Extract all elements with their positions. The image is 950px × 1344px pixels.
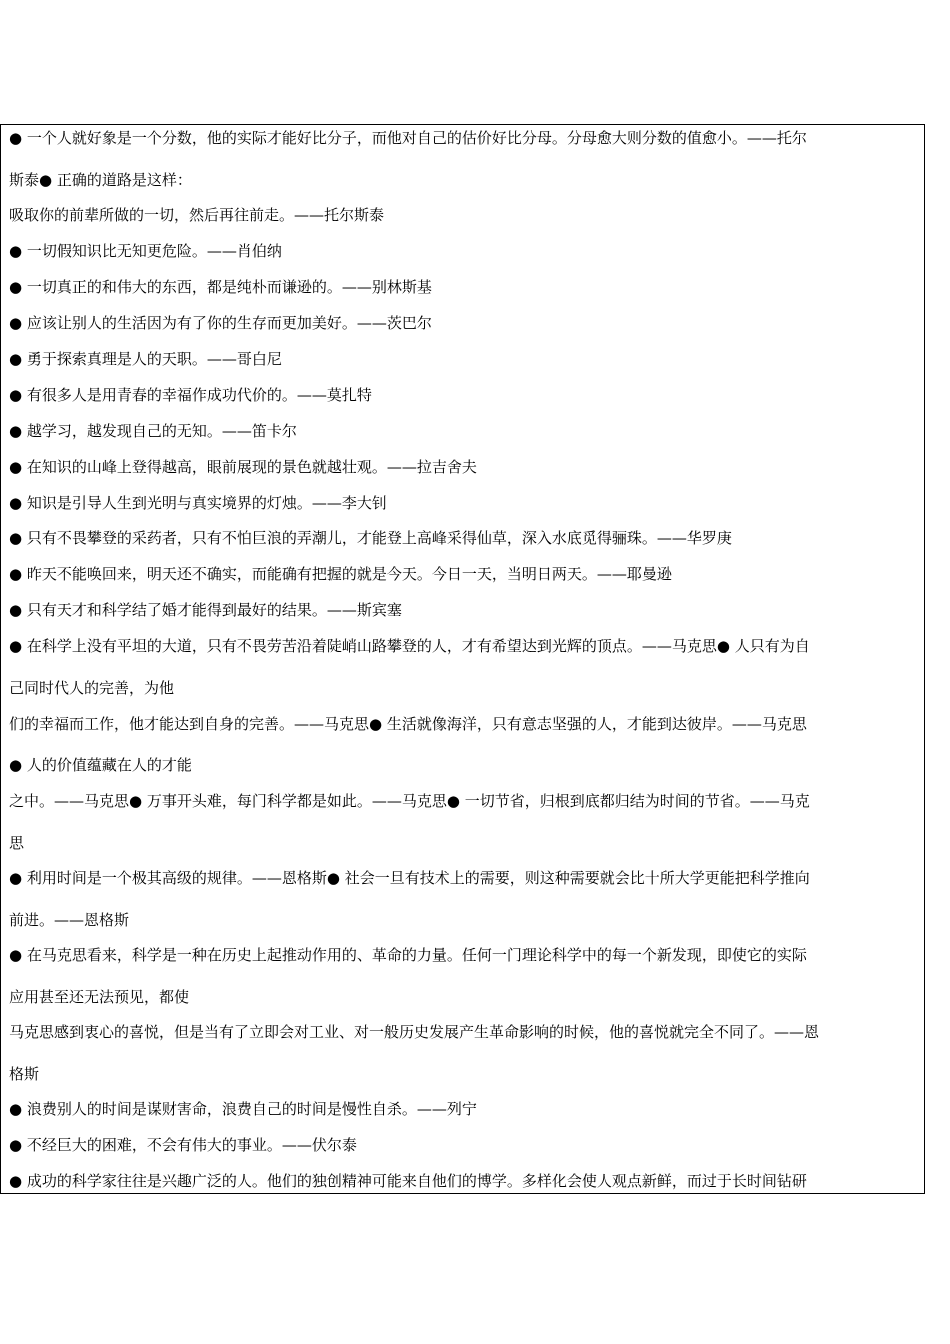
text-line: 马克思感到衷心的喜悦，但是当有了立即会对工业、对一般历史发展产生革命影响的时候，他的喜悦就完全不同了。——恩 xyxy=(9,1023,820,1041)
text-line: ● 成功的科学家往往是兴趣广泛的人。他们的独创精神可能来自他们的博学。多样化会使人观点新鲜，而过于长时间钻研 xyxy=(9,1172,807,1190)
text-line: 之中。——马克思● 万事开头难，每门科学都是如此。——马克思● 一切节省，归根到底都归结为时间的节省。——马克 xyxy=(9,792,810,810)
text-line: 思 xyxy=(9,834,25,852)
text-line: ● 浪费别人的时间是谋财害命，浪费自己的时间是慢性自杀。——列宁 xyxy=(9,1100,477,1118)
text-line: ● 一切真正的和伟大的东西，都是纯朴而谦逊的。——别林斯基 xyxy=(9,278,432,296)
text-line: 吸取你的前辈所做的一切，然后再往前走。——托尔斯泰 xyxy=(9,206,385,224)
text-line: ● 只有天才和科学结了婚才能得到最好的结果。——斯宾塞 xyxy=(9,601,402,619)
text-line: ● 应该让别人的生活因为有了你的生存而更加美好。——茨巴尔 xyxy=(9,314,432,332)
text-line: ● 利用时间是一个极其高级的规律。——恩格斯● 社会一旦有技术上的需要，则这种需要就会比十所大学更能把科学推向 xyxy=(9,869,810,887)
text-line: ● 在科学上没有平坦的大道，只有不畏劳苦沿着陡峭山路攀登的人，才有希望达到光辉的顶点。——马克思● 人只有为自 xyxy=(9,637,810,655)
text-line: ● 昨天不能唤回来，明天还不确实，而能确有把握的就是今天。今日一天，当明日两天。——耶曼逊 xyxy=(9,565,672,583)
text-line: 格斯 xyxy=(9,1065,40,1083)
text-line: ● 人的价值蕴藏在人的才能 xyxy=(9,756,192,774)
text-line: 们的幸福而工作，他才能达到自身的完善。——马克思● 生活就像海洋，只有意志坚强的人，才能到达彼岸。——马克思 xyxy=(9,715,807,733)
text-line: ● 知识是引导人生到光明与真实境界的灯烛。——李大钊 xyxy=(9,494,387,512)
text-line: ● 一切假知识比无知更危险。——肖伯纳 xyxy=(9,242,282,260)
text-line: ● 在知识的山峰上登得越高，眼前展现的景色就越壮观。——拉吉舍夫 xyxy=(9,458,477,476)
text-line: ● 在马克思看来，科学是一种在历史上起推动作用的、革命的力量。任何一门理论科学中的每一个新发现，即使它的实际 xyxy=(9,946,807,964)
text-line: 前进。——恩格斯 xyxy=(9,911,130,929)
text-line: 斯泰● 正确的道路是这样： xyxy=(9,171,192,189)
text-line: ● 勇于探索真理是人的天职。——哥白尼 xyxy=(9,350,282,368)
text-line: ● 越学习，越发现自己的无知。——笛卡尔 xyxy=(9,422,297,440)
text-line: ● 一个人就好象是一个分数，他的实际才能好比分子，而他对自己的估价好比分母。分母愈大则分数的值愈小。——托尔 xyxy=(9,129,807,147)
text-line: ● 有很多人是用青春的幸福作成功代价的。——莫扎特 xyxy=(9,386,372,404)
text-line: 己同时代人的完善，为他 xyxy=(9,679,175,697)
quotes-text-frame xyxy=(0,124,925,1194)
text-line: ● 不经巨大的困难，不会有伟大的事业。——伏尔泰 xyxy=(9,1136,357,1154)
text-line: ● 只有不畏攀登的采药者，只有不怕巨浪的弄潮儿，才能登上高峰采得仙草，深入水底觅得骊珠。——华罗庚 xyxy=(9,529,732,547)
text-line: 应用甚至还无法预见，都使 xyxy=(9,988,190,1006)
